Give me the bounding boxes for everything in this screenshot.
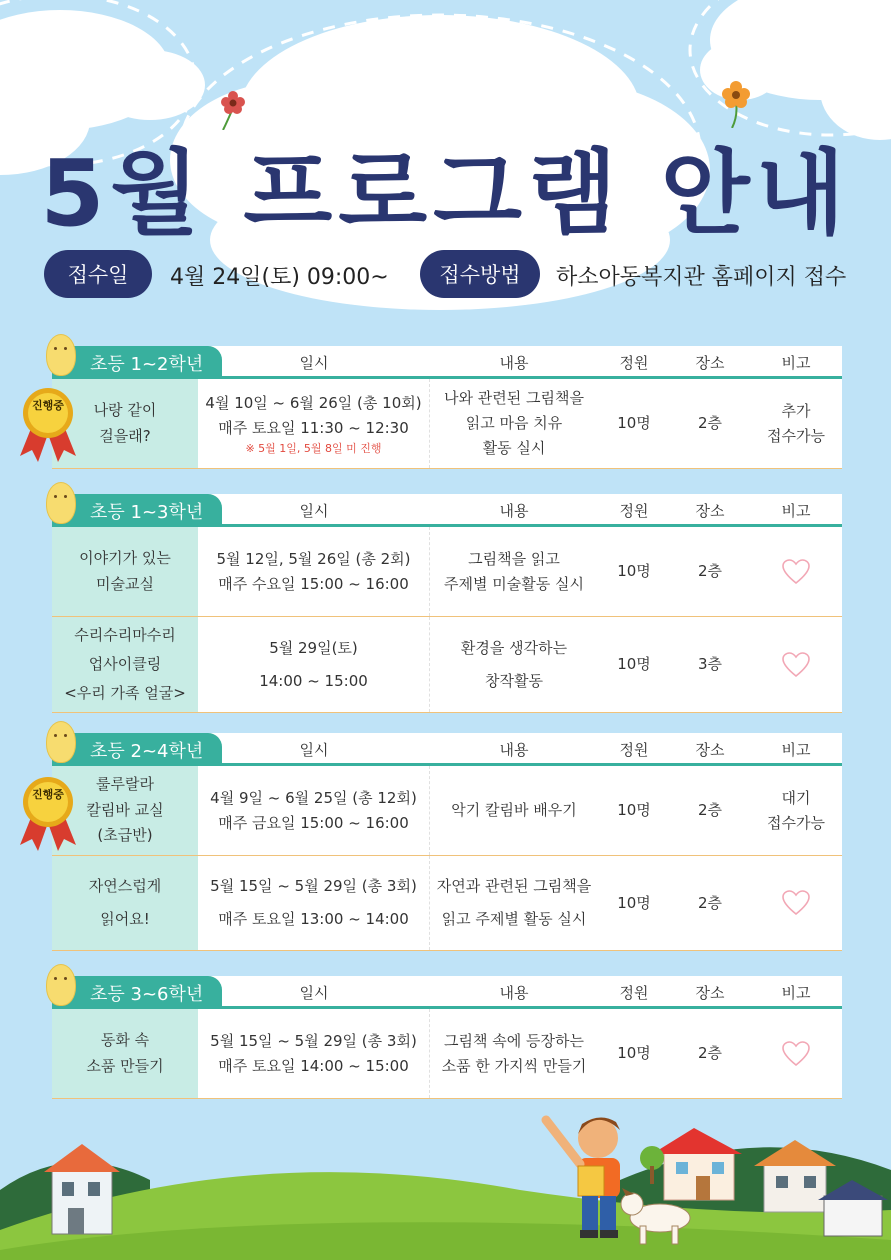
program-name-line: 업사이클링: [88, 654, 162, 673]
grade-label: 초등 1~2학년: [90, 353, 204, 375]
page-title: 5월 프로그램 안내: [40, 140, 851, 247]
receipt-date-label: 접수일: [44, 250, 152, 298]
program-name: [52, 856, 198, 950]
program-name-line: (초급반): [97, 826, 153, 845]
column-header-note: 비고: [781, 741, 811, 759]
program-capacity: 10명: [617, 655, 651, 674]
grade-label: 초등 2~4학년: [90, 740, 204, 762]
program-name-line: 읽어요!: [100, 910, 150, 928]
content-line: 주제별 미술활동 실시: [444, 574, 584, 593]
program-capacity: 10명: [617, 893, 651, 912]
section-header: [52, 733, 842, 766]
content-line: 나와 관련된 그림책을: [444, 389, 584, 408]
program-date: [198, 766, 430, 855]
date-line: 매주 금요일 15:00 ~ 16:00: [218, 813, 409, 832]
date-line: 5월 15일 ~ 5월 29일 (총 3회): [210, 877, 417, 895]
badge-label: 진행중: [32, 788, 64, 801]
date-line: 매주 토요일 11:30 ~ 12:30: [218, 418, 409, 437]
program-row: [52, 379, 842, 469]
program-note: [750, 527, 842, 616]
column-header-note: 비고: [781, 354, 811, 372]
program-content: [430, 379, 598, 468]
program-content: [430, 766, 598, 855]
program-content: [430, 617, 598, 712]
receipt-date-value: 4월 24일(토) 09:00~: [170, 265, 389, 290]
program-row: [52, 527, 842, 617]
program-capacity: 10명: [617, 801, 651, 820]
program-content: [430, 527, 598, 616]
date-line: 매주 토요일 13:00 ~ 14:00: [218, 910, 409, 928]
program-place: 2층: [697, 414, 723, 433]
note-line: 대기: [781, 788, 811, 807]
date-line: 5월 15일 ~ 5월 29일 (총 3회): [210, 1031, 417, 1050]
date-line: 5월 12일, 5월 26일 (총 2회): [216, 549, 411, 568]
column-header-place: 장소: [695, 502, 725, 520]
program-name-line: 동화 속: [100, 1031, 150, 1049]
program-name-line: 이야기가 있는: [79, 549, 171, 567]
column-header-date: 일시: [299, 984, 329, 1002]
content-line: 읽고 주제별 활동 실시: [441, 910, 587, 928]
program-place: 2층: [697, 1044, 723, 1063]
content-line: 악기 칼림바 배우기: [451, 801, 577, 820]
content-line: 창작활동: [485, 671, 543, 690]
program-date: [198, 617, 430, 712]
program-name-line: 걸을래?: [99, 426, 151, 445]
program-note: [750, 856, 842, 950]
column-header-place: 장소: [695, 984, 725, 1002]
program-name-line: 수리수리마수리: [74, 625, 176, 644]
program-date: [198, 527, 430, 616]
note-line: 추가: [781, 401, 811, 420]
content-line: 읽고 마음 치유: [465, 414, 563, 433]
content-line: 그림책을 읽고: [468, 549, 560, 568]
receipt-info: [0, 250, 891, 300]
grade-tab: [52, 733, 222, 766]
program-capacity: 10명: [617, 1044, 651, 1063]
column-headers: [198, 494, 842, 527]
program-name: [52, 617, 198, 712]
column-headers: [198, 733, 842, 766]
program-name-line: 소품 만들기: [86, 1056, 164, 1075]
program-content: [430, 1009, 598, 1098]
section-header: [52, 346, 842, 379]
column-header-note: 비고: [781, 502, 811, 520]
in-progress-badge: [16, 773, 90, 855]
chick-icon: [46, 964, 76, 1006]
chick-icon: [46, 334, 76, 376]
heart-icon: [782, 890, 810, 916]
program-note: [750, 1009, 842, 1098]
program-row: [52, 856, 842, 951]
program-name-line: 미술교실: [96, 574, 154, 593]
grade-tab: [52, 346, 222, 379]
column-headers: [198, 976, 842, 1009]
village-scene-illustration: [0, 1100, 891, 1260]
house-icon: [652, 1128, 742, 1200]
heart-icon: [782, 652, 810, 678]
section-grade-1-3: [52, 494, 842, 713]
program-note: [750, 379, 842, 468]
program-row: [52, 766, 842, 856]
program-name-line: 자연스럽게: [88, 877, 162, 895]
chick-icon: [46, 721, 76, 763]
column-header-content: 내용: [499, 984, 529, 1002]
program-note: [750, 766, 842, 855]
section-header: [52, 976, 842, 1009]
heart-icon: [782, 559, 810, 585]
grade-label: 초등 1~3학년: [90, 501, 204, 523]
column-header-place: 장소: [695, 354, 725, 372]
program-place: 2층: [697, 562, 723, 581]
program-date: [198, 1009, 430, 1098]
receipt-method-label: 접수방법: [420, 250, 540, 298]
column-header-content: 내용: [499, 741, 529, 759]
program-name: [52, 1009, 198, 1098]
program-capacity: 10명: [617, 414, 651, 433]
section-grade-1-2: [52, 346, 842, 469]
program-place: 2층: [697, 801, 723, 820]
column-header-capacity: 정원: [619, 502, 649, 520]
program-place: 2층: [697, 893, 723, 912]
column-header-capacity: 정원: [619, 354, 649, 372]
column-header-capacity: 정원: [619, 741, 649, 759]
program-name-line: <우리 가족 얼굴>: [64, 684, 186, 703]
program-name: [52, 527, 198, 616]
date-line: 5월 29일(토): [269, 638, 358, 657]
date-line: 4월 9일 ~ 6월 25일 (총 12회): [210, 788, 417, 807]
column-header-note: 비고: [781, 984, 811, 1002]
program-date: [198, 379, 430, 468]
content-line: 환경을 생각하는: [460, 638, 568, 657]
grade-tab: [52, 494, 222, 527]
content-line: 활동 실시: [482, 438, 546, 457]
note-line: 접수가능: [767, 813, 825, 832]
chick-icon: [46, 482, 76, 524]
column-header-date: 일시: [299, 741, 329, 759]
program-capacity: 10명: [617, 562, 651, 581]
program-date: [198, 856, 430, 950]
column-header-capacity: 정원: [619, 984, 649, 1002]
grade-tab: [52, 976, 222, 1009]
column-header-content: 내용: [499, 354, 529, 372]
program-name-line: 칼림바 교실: [86, 800, 164, 819]
column-header-date: 일시: [299, 502, 329, 520]
house-icon: [44, 1144, 120, 1234]
section-grade-2-4: [52, 733, 842, 951]
date-exception-note: ※ 5월 1일, 5월 8일 미 진행: [245, 441, 382, 455]
note-line: 접수가능: [767, 426, 825, 445]
program-place: 3층: [697, 655, 723, 674]
date-line: 4월 10일 ~ 6월 26일 (총 10회): [205, 394, 422, 413]
column-headers: [198, 346, 842, 379]
grade-label: 초등 3~6학년: [90, 983, 204, 1005]
program-content: [430, 856, 598, 950]
receipt-method-value: 하소아동복지관 홈페이지 접수: [556, 265, 847, 290]
content-line: 소품 한 가지씩 만들기: [441, 1056, 587, 1075]
date-line: 14:00 ~ 15:00: [259, 671, 368, 690]
section-grade-3-6: [52, 976, 842, 1099]
in-progress-badge: [16, 384, 90, 466]
date-line: 매주 토요일 14:00 ~ 15:00: [218, 1056, 409, 1075]
column-header-place: 장소: [695, 741, 725, 759]
column-header-content: 내용: [499, 502, 529, 520]
content-line: 자연과 관련된 그림책을: [436, 877, 592, 895]
column-header-date: 일시: [299, 354, 329, 372]
program-row: [52, 617, 842, 713]
section-header: [52, 494, 842, 527]
program-row: [52, 1009, 842, 1099]
program-note: [750, 617, 842, 712]
date-line: 매주 수요일 15:00 ~ 16:00: [218, 574, 409, 593]
heart-icon: [782, 1041, 810, 1067]
program-name-line: 룰루랄라: [96, 775, 154, 794]
badge-label: 진행중: [32, 399, 64, 412]
content-line: 그림책 속에 등장하는: [444, 1031, 584, 1050]
program-name-line: 나랑 같이: [93, 401, 157, 419]
